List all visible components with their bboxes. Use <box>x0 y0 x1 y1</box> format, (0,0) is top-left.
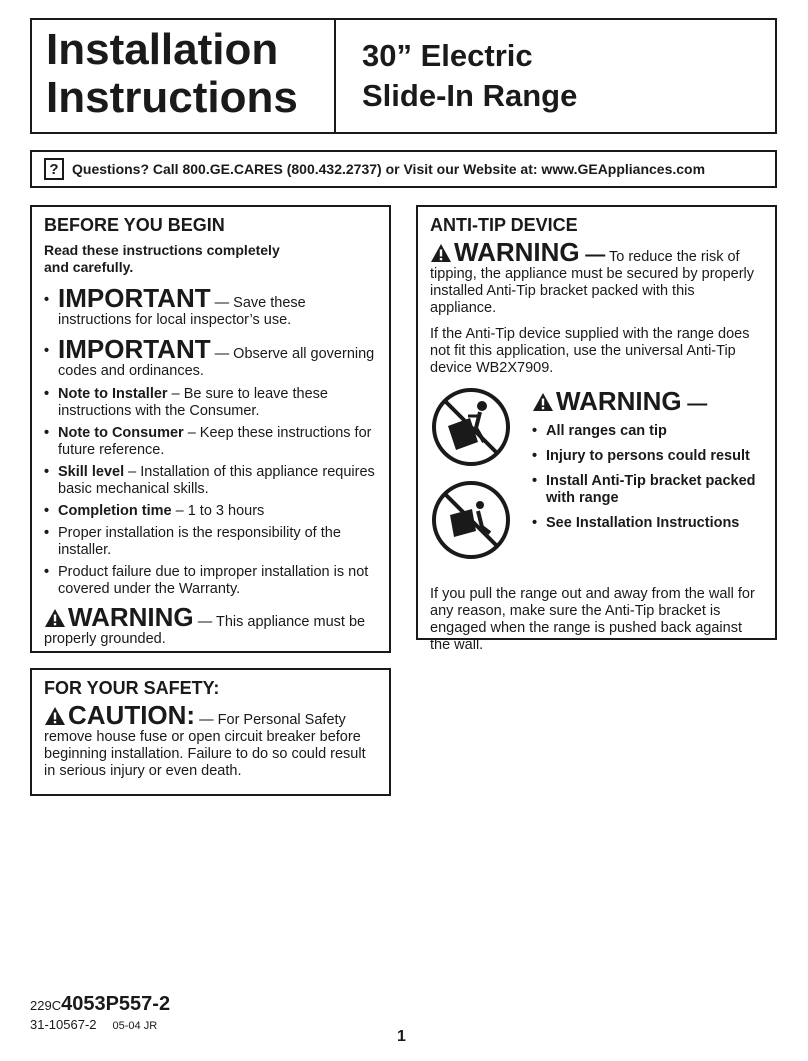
warning-triangle-icon <box>430 243 452 263</box>
product-name <box>336 20 577 132</box>
list-item <box>44 386 377 420</box>
warning-dash: — <box>579 244 606 266</box>
intro-text <box>44 242 377 276</box>
no-tipping-pictogram-icon <box>430 386 512 468</box>
list-item: • Install Anti-Tip bracket packed with range <box>532 473 763 507</box>
item-label: Skill level <box>58 464 125 480</box>
warning-label: WARNING <box>556 386 682 416</box>
question-icon: ? <box>44 158 64 180</box>
intro-line-1: Read these instructions completely <box>44 242 280 258</box>
intro-line-2: and carefully. <box>44 259 134 275</box>
important-text: — Save these instructions for local inspector’s use. <box>58 295 306 328</box>
list-item <box>44 564 377 598</box>
warning-triangle-icon <box>532 392 554 412</box>
anti-tip-warning <box>430 238 763 317</box>
no-tipping-pictogram-icon <box>430 479 512 561</box>
list-item: • All ranges can tip <box>532 423 763 440</box>
item-text: Product failure due to improper installation is not covered under the Warranty. <box>58 564 369 597</box>
warning-label: WARNING <box>68 602 194 632</box>
tip-warning-list <box>532 423 763 532</box>
item-text: – Keep these instructions for future reference. <box>58 425 372 458</box>
questions-text: Questions? Call 800.GE.CARES (800.432.2737) or Visit our Website at: www.GEAppliances.com <box>72 161 706 177</box>
item-label: Completion time <box>58 503 172 519</box>
document-header <box>30 18 777 134</box>
warning-label: WARNING <box>454 237 580 267</box>
caution-text: — For Personal Safety remove house fuse or open circuit breaker before beginning installation. Failure to do so could result in serious injury or even death. <box>44 712 366 779</box>
item-label: Note to Installer <box>58 386 168 402</box>
item-label: Note to Consumer <box>58 425 184 441</box>
date-code: 05-04 JR <box>112 1020 158 1032</box>
universal-device-text: If the Anti-Tip device supplied with the range does not fit this application, use the universal Anti-Tip device WB2X7909. <box>430 326 750 376</box>
grounding-warning <box>44 603 377 648</box>
before-list <box>44 284 377 598</box>
product-line-2: Slide-In Range <box>362 78 578 113</box>
important-text: — Observe all governing codes and ordinances. <box>58 346 375 379</box>
doc-number: 31-10567-2 <box>30 1017 97 1032</box>
item-text: Proper installation is the responsibility of the installer. <box>58 525 341 558</box>
part-number-main: 4053P557-2 <box>61 993 171 1015</box>
item-text: – 1 to 3 hours <box>171 503 265 519</box>
important-label: IMPORTANT <box>58 283 211 313</box>
questions-bar <box>30 150 777 188</box>
item-text: – Be sure to leave these instructions with the Consumer. <box>58 386 328 419</box>
title-line-1: Installation <box>46 25 279 74</box>
product-line-1: 30” Electric <box>362 38 533 73</box>
list-item <box>44 425 377 459</box>
list-item <box>44 284 377 329</box>
safety-section <box>30 668 391 796</box>
list-item: • See Installation Instructions <box>532 515 763 532</box>
document-code <box>30 1017 157 1032</box>
tip-warning-text <box>528 386 763 572</box>
important-label: IMPORTANT <box>58 334 211 364</box>
document-title <box>32 20 336 132</box>
section-title: BEFORE YOU BEGIN <box>44 215 225 235</box>
page-number: 1 <box>397 1028 406 1045</box>
list-item <box>44 525 377 559</box>
warning-triangle-icon <box>44 608 66 628</box>
list-item: • Injury to persons could result <box>532 448 763 465</box>
list-item <box>44 464 377 498</box>
item-text: – Installation of this appliance requires basic mechanical skills. <box>58 464 375 497</box>
warning-triangle-icon <box>44 706 66 726</box>
section-title: FOR YOUR SAFETY: <box>44 678 220 698</box>
tip-warning-panel <box>430 386 763 572</box>
list-item <box>44 503 377 520</box>
caution-text-block <box>44 701 377 780</box>
title-line-2: Instructions <box>46 73 298 122</box>
pictograms <box>430 386 528 572</box>
tip-warning-heading <box>532 386 763 419</box>
part-number <box>30 993 170 1016</box>
caution-label: CAUTION: <box>68 700 196 730</box>
warning-dash: — <box>681 393 708 415</box>
warning-text: To reduce the risk of tipping, the appliance must be secured by properly installed Anti-Tip bracket packed with this appliance. <box>430 249 755 316</box>
bracket-engaged-text: If you pull the range out and away from the wall for any reason, make sure the Anti-Tip bracket is engaged when the range is pushed back against the wall. <box>430 586 755 653</box>
warning-text: — This appliance must be properly grounded. <box>44 614 366 647</box>
before-you-begin-section <box>30 205 391 653</box>
list-item <box>44 335 377 380</box>
part-prefix: 229C <box>30 998 62 1013</box>
anti-tip-section <box>416 205 777 653</box>
section-title: ANTI-TIP DEVICE <box>430 215 578 235</box>
